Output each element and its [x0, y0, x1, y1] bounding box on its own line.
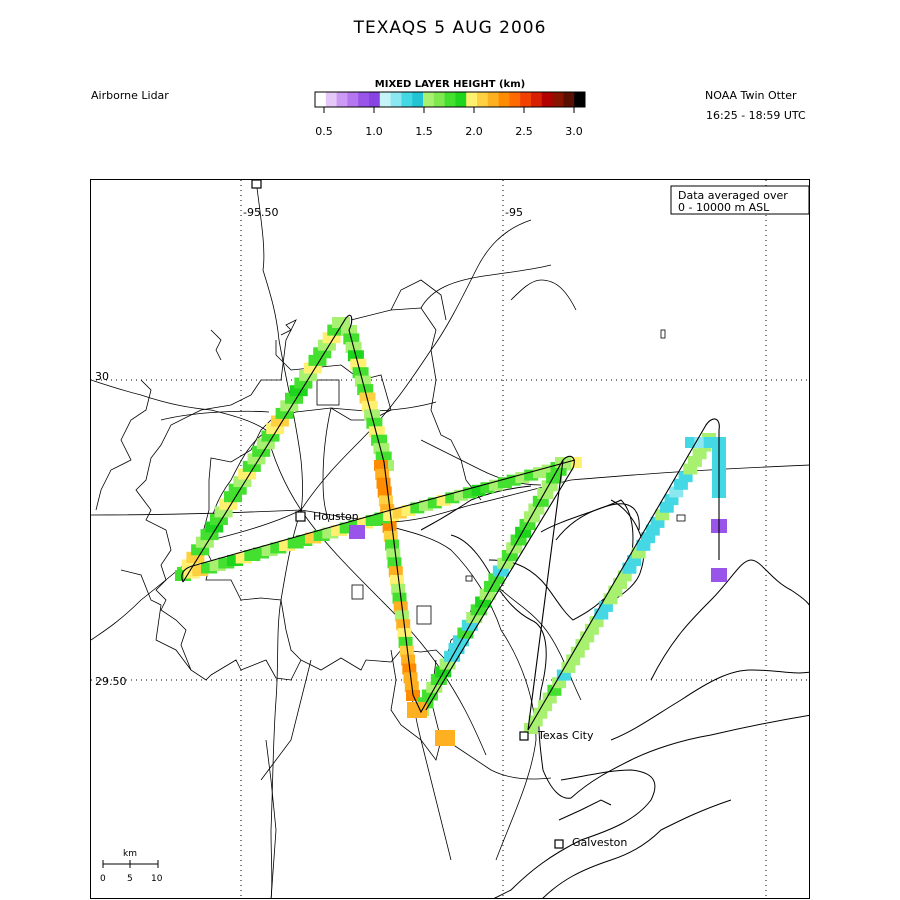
averaging-note: [671, 186, 809, 214]
city-galveston: [555, 836, 627, 849]
scale-bar: [100, 849, 163, 884]
lon-label-95-50: -95.50: [243, 206, 279, 219]
colorbar-swatch: [563, 92, 574, 107]
facility-outline: [417, 606, 431, 624]
lat-label-30: 30: [95, 370, 109, 383]
colorbar-swatch: [553, 92, 564, 107]
colorbar-title: MIXED LAYER HEIGHT (km): [374, 79, 526, 90]
lat-label-29-50: 29.50: [95, 675, 127, 688]
scale-tick-5: 5: [127, 874, 133, 884]
scale-tick-0: 0: [100, 874, 106, 884]
colorbar-swatch: [499, 92, 510, 107]
lidar-cell: [435, 730, 455, 746]
facility-outline: [677, 515, 685, 521]
colorbar-swatch: [466, 92, 477, 107]
colorbar-swatch: [358, 92, 369, 107]
city-label-galveston: Galveston: [572, 836, 628, 849]
colorbar-swatch: [412, 92, 423, 107]
lon-label-95: -95: [505, 206, 523, 219]
facility-outline: [466, 576, 472, 581]
airport-outline: [317, 380, 339, 405]
colorbar-swatch: [488, 92, 499, 107]
platform-label: NOAA Twin Otter: [705, 89, 797, 102]
scale-tick-10: 10: [151, 874, 163, 884]
colorbar-swatch: [455, 92, 466, 107]
colorbar-swatch: [445, 92, 456, 107]
city-label-houston: Houston: [313, 510, 359, 523]
colorbar-swatch: [520, 92, 531, 107]
colorbar: [300, 90, 600, 140]
colorbar-tick-label: 1.5: [415, 125, 433, 138]
colorbar-swatch: [380, 92, 391, 107]
colorbar-swatch: [391, 92, 402, 107]
colorbar-swatch: [531, 92, 542, 107]
colorbar-swatch: [434, 92, 445, 107]
colorbar-swatch: [369, 92, 380, 107]
time-range-label: 16:25 - 18:59 UTC: [706, 109, 806, 122]
lidar-cell-low: [349, 525, 365, 539]
colorbar-swatch: [477, 92, 488, 107]
colorbar-swatch: [423, 92, 434, 107]
colorbar-swatch: [509, 92, 520, 107]
colorbar-swatch: [315, 92, 326, 107]
city-houston: [296, 510, 359, 523]
map-canvas: [91, 180, 810, 899]
instrument-label: Airborne Lidar: [91, 89, 169, 102]
lidar-cell-low: [711, 568, 727, 582]
colorbar-swatch: [574, 92, 585, 107]
page-title: TEXAQS 5 AUG 2006: [353, 18, 547, 38]
map-marker: [252, 180, 261, 188]
colorbar-swatch: [542, 92, 553, 107]
colorbar-swatch: [401, 92, 412, 107]
facility-outline: [661, 330, 665, 338]
scale-bar-unit: km: [123, 849, 137, 859]
city-label-texas-city: Texas City: [538, 729, 594, 742]
colorbar-tick-label: 2.5: [515, 125, 533, 138]
colorbar-swatch: [326, 92, 337, 107]
map-frame: [90, 179, 810, 899]
facility-outline: [352, 585, 363, 599]
colorbar-tick-label: 1.0: [365, 125, 383, 138]
averaging-note-line1: Data averaged over: [678, 189, 788, 202]
colorbar-tick-label: 2.0: [465, 125, 483, 138]
colorbar-swatch: [337, 92, 348, 107]
averaging-note-line2: 0 - 10000 m ASL: [678, 201, 770, 214]
colorbar-tick-label: 0.5: [315, 125, 333, 138]
colorbar-swatch: [347, 92, 358, 107]
county-boundaries: [96, 280, 491, 899]
colorbar-tick-label: 3.0: [565, 125, 583, 138]
